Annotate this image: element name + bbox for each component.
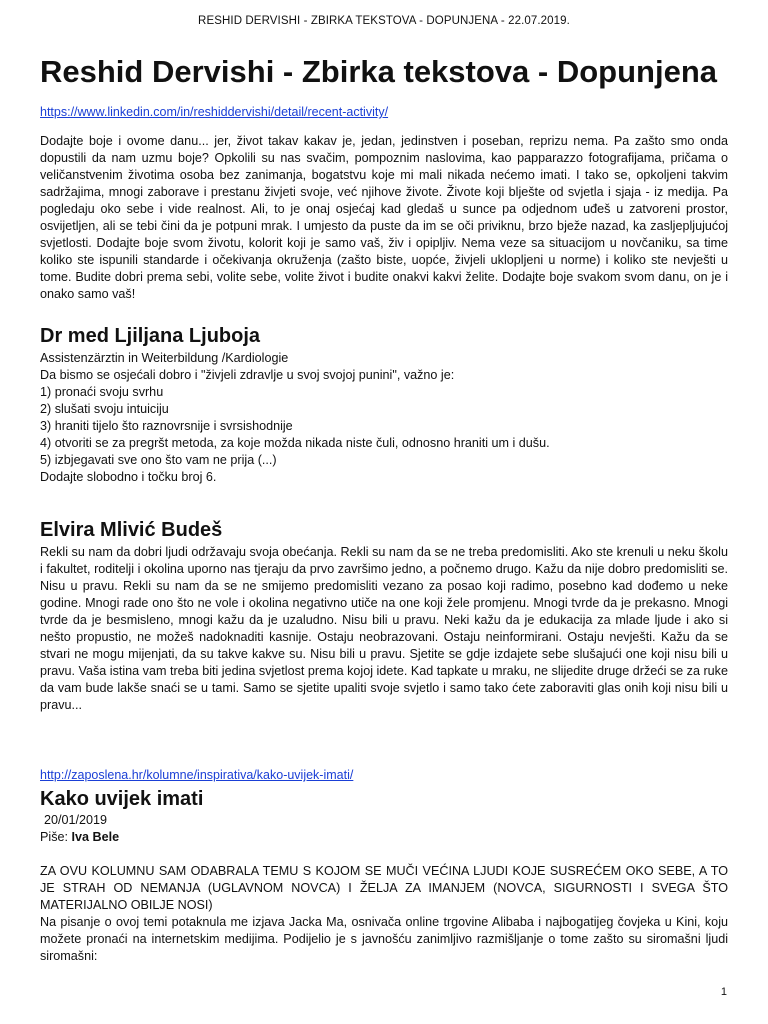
- list-item: 4) otvoriti se za pregršt metoda, za koje možda nikada niste čuli, odnosno hraniti um i dušu.: [40, 436, 550, 450]
- article-date: 20/01/2019: [44, 813, 108, 827]
- list-item: 3) hraniti tijelo što raznovrsnije i svrsishodnije: [40, 419, 293, 433]
- list-item: Da bismo se osjećali dobro i "živjeli zdravlje u svoj svojoj punini", važno je:: [40, 368, 455, 382]
- list-item: Dodajte slobodno i točku broj 6.: [40, 470, 217, 484]
- section-ljuboja: [40, 323, 728, 486]
- section-heading: Dr med Ljiljana Ljuboja: [40, 325, 261, 347]
- section-heading: Kako uvijek imati: [40, 788, 204, 810]
- intro-paragraph: Dodajte boje i ovome danu... jer, život takav kakav je, jedan, jedinstven i poseban, reprizu nema. Pa zašto smo onda dopustili da nam uzmu boje? Opkolili su nas svačim, pompoznim naslovima, kao papparazzo fotografijama, pričama o veličanstvenim životima osoba bez zanimanja, bogatstvu koje mi mali nikada nećemo imati. I tako se, opkoljeni takvim sadržajima, mnogi zaborave i prestanu živjeti svoje, već njihove živote. Živote koji blješte od svjetla i sjaja - iz medija. Pa pogledaju oko sebe i vide realnost. Ali, to je onaj osjećaj kad gledaš u sunce pa odjednom uđeš u zatvoreni prostor, osvijetljen, ali se tebi čini da je potpuni mrak. I umjesto da puste da im se oči priviknu, brzo bježe nazad, ka zasljepljujućoj svjetlosti. Dodajte boje svom životu, kolorit koji je samo vaš, živ i opipljiv. Nema veze sa situacijom u novčaniku, sa time koliko ste ispunili standarde i očekivanja okruženja (zašto biste, uopće, živjeli uklopljeni u norme) i koliko ste nevješti u tome. Budite dobri prema sebi, volite sebe, volite život i budite onakvi kakvi želite. Dodajte boje svakom svom danu, on je i onako samo vaš!: [40, 134, 728, 301]
- author-name: Iva Bele: [71, 830, 120, 844]
- section-heading: Elvira Mlivić Budeš: [40, 519, 223, 541]
- list-item: 5) izbjegavati sve ono što vam ne prija (...): [40, 453, 277, 467]
- running-head: RESHID DERVISHI - ZBIRKA TEKSTOVA - DOPUNJENA - 22.07.2019.: [198, 15, 570, 27]
- list-item: 2) slušati svoju intuiciju: [40, 402, 169, 416]
- section-kako-uvijek-imati: [40, 766, 728, 965]
- zaposlena-link[interactable]: http://zaposlena.hr/kolumne/inspirativa/kako-uvijek-imati/: [40, 768, 354, 782]
- section-paragraph: Rekli su nam da dobri ljudi održavaju svoja obećanja. Rekli su nam da se ne treba predomisliti. Ako ste krenuli u neku školu i fakultet, roditelji i okolina uporno nas tjeraju da prvo završimo jedno, a počnemo drugo. Kažu da nije dobro predomisliti se. Nisu u pravu. Rekli su nam da se ne smijemo predomisliti vezano za posao koji radimo, posebno kad dođemo u neke godine. Mnogi rade ono što ne vole i okolina negativno utiče na one koji žele promjenu. Mnogi tvrde da je prekasno. Mnogi tvrde da je besmisleno, mnogi kažu da je uzaludno. Nisu bili u pravu. Neki kažu da je edukacija za mlade ljude i ako si nešto propustio, ne možeš nadoknaditi kasnije. Ostaju neobrazovani. Ostaju neinformirani. Ostaju nevješti. Kažu da se stvari ne mogu mijenjati, da su takve kakve su. Nisu bili u pravu. Sjetite se gdje izdajete sebe slušajući one koji nisu bili u pravu. Vaša istina vam treba biti jedina svjetlost prema kojoj idete. Kad tapkate u mraku, ne slijedite druge držeći se za ruke da vam bude lakše snaći se u tami. Samo se sjetite upaliti svoje svjetlo i samo tako ćete zaboraviti glas onih koji nisu bili u pravu...: [40, 545, 728, 712]
- document-title: Reshid Dervishi - Zbirka tekstova - Dopunjena: [40, 54, 717, 89]
- caps-paragraph: ZA OVU KOLUMNU SAM ODABRALA TEMU S KOJOM SE MUČI VEĆINA LJUDI KOJE SUSREĆEM OKO SEBE, A TO JE STRAH OD NEMANJA (UGLAVNOM NOVCA) I ŽELJA ZA IMANJEM (NOVCA, SIGURNOSTI I SVEGA ŠTO MATERIJALNO OBILJE NOSI): [40, 864, 728, 912]
- linkedin-link[interactable]: https://www.linkedin.com/in/reshiddervishi/detail/recent-activity/: [40, 105, 389, 119]
- page-number: 1: [720, 986, 727, 998]
- section-mlivic: [40, 517, 728, 714]
- list-item: Assistenzärztin in Weiterbildung /Kardiologie: [40, 351, 289, 365]
- list-item: 1) pronaći svoju svrhu: [40, 385, 164, 399]
- article-byline: [40, 829, 728, 846]
- byline-prefix: Piše:: [40, 830, 72, 844]
- article-paragraph: Na pisanje o ovoj temi potaknula me izjava Jacka Ma, osnivača online trgovine Alibaba i najbogatijeg čovjeka u Kini, koju možete pronaći na internetskim medijima. Podijelio je s javnošću zanimljivo razmišljanje o tome zašto su siromašni ljudi siromašni:: [40, 915, 728, 963]
